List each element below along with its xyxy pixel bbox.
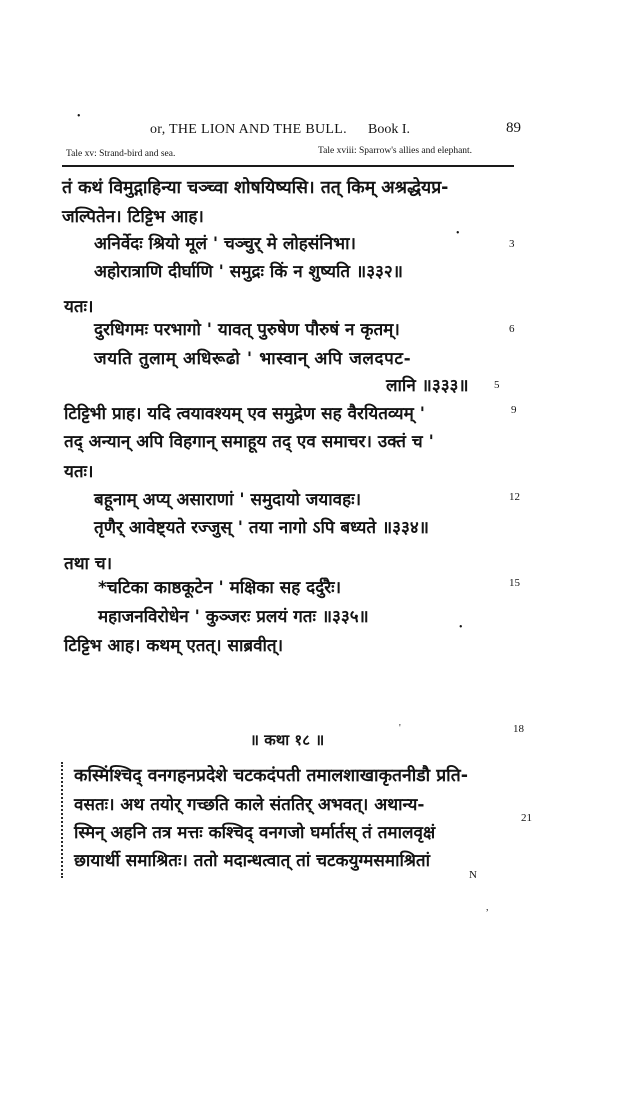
verse-line: तृणैर् आवेष्ट्यते रज्जुस् ' तया नागो ऽपि बध्यते ॥३३४॥ [94,518,429,538]
text-line: तद् अन्यान् अपि विहगान् समाहूय तद् एव समाचर। उक्तं च ' [64,432,434,452]
speck-mark: , [486,902,489,913]
line-number: 21 [521,812,532,824]
text-line: जल्पितेन। टिट्टिभ आह। [62,207,204,227]
book-label: Book I. [368,122,410,137]
line-number: 18 [513,723,524,735]
line-number: 9 [511,404,517,416]
text-line: टिट्टिभ आह। कथम् एतत्। साब्रवीत्। [64,636,284,656]
verse-line: महाजनविरोधेन ' कुञ्जरः प्रलयं गतः ॥३३५॥ [98,607,369,627]
verse-line: जयति तुलाम् अधिरूढो ' भास्वान् अपि जलदपट- [94,349,412,369]
running-title: or, THE LION AND THE BULL. [150,122,347,137]
verse-line: लानि ॥३३३॥ [386,376,469,396]
speck-mark: • [459,622,463,633]
text-line: कस्मिंश्चिद् वनगहनप्रदेशे चटकदंपती तमालशाखाकृतनीडौ प्रति- [74,766,468,786]
speck-mark: • [77,111,81,122]
text-line: छायार्थी समाश्रितः। ततो मदान्धत्वात् तां चटकयुग्मसमाश्रितां [74,851,431,871]
margin-bracket [61,762,71,878]
verse-line: दुरधिगमः परभागो ' यावत् पुरुषेण पौरुषं न कृतम्। [94,320,400,340]
line-number: 15 [509,577,520,589]
text-line: तं कथं विमुद्गाहिन्या चञ्च्वा शोषयिष्यसि। तत् किम् अश्रद्धेयप्र- [62,178,449,198]
text-line: यतः। [64,297,94,317]
tale-label-left: Tale xv: Strand-bird and sea. [66,149,176,159]
speck-mark: • [456,228,460,239]
text-line: टिट्टिभी प्राह। यदि त्वयावश्यम् एव समुद्रेण सह वैरयितव्यम् ' [64,404,425,424]
tale-label-right: Tale xviii: Sparrow's allies and elephant. [318,146,473,156]
verse-line: *चटिका काष्ठकूटेन ' मक्षिका सह दर्दुरैः। [98,578,342,598]
line-number: 6 [509,323,515,335]
line-number: 3 [509,238,515,250]
signature-mark: N [469,869,477,881]
speck-mark: ' [399,723,401,734]
page-number: 89 [506,120,521,136]
margin-mark: 5 [494,379,500,391]
text-line: वसतः। अथ तयोर् गच्छति काले संततिर् अभवत्। अथान्य- [74,795,425,815]
text-line: यतः। [64,462,94,482]
header-rule [62,165,514,167]
verse-line: बहूनाम् अप्य् असाराणां ' समुदायो जयावहः। [94,490,362,510]
text-line: तथा च। [64,554,113,574]
text-line: स्मिन् अहनि तत्र मत्तः कश्चिद् वनगजो घर्मार्तस् तं तमालवृक्षं [74,823,436,843]
verse-line: अनिर्वेदः श्रियो मूलं ' चञ्चुर् मे लोहसंनिभा। [94,234,356,254]
story-heading: ॥ कथा १८ ॥ [250,731,325,749]
verse-line: अहोरात्राणि दीर्घाणि ' समुद्रः किं न शुष्यति ॥३३२॥ [94,262,403,282]
line-number: 12 [509,491,520,503]
